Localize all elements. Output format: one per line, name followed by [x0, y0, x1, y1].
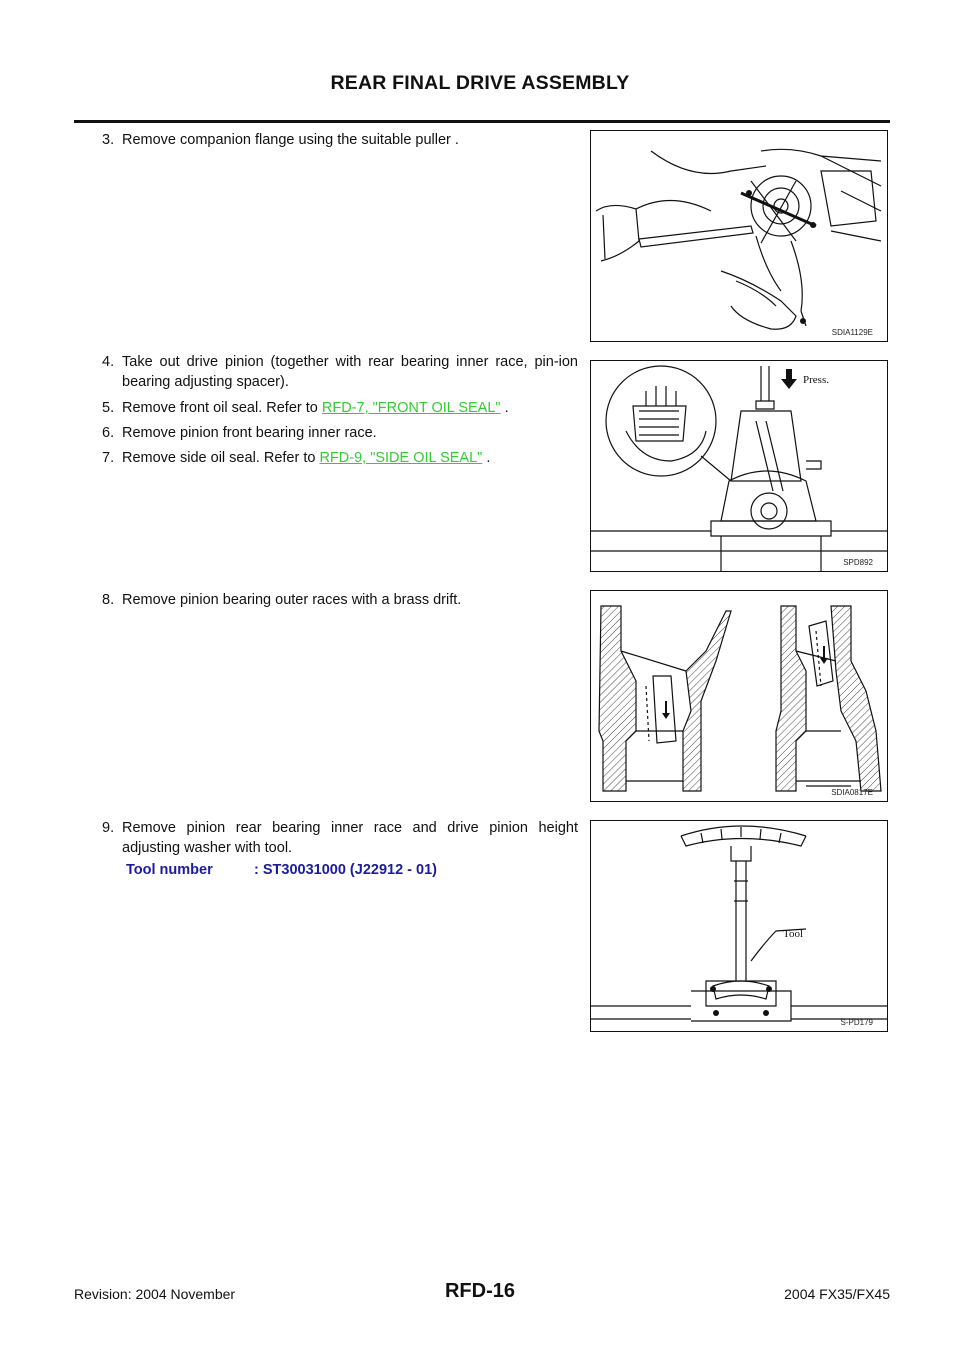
figure-companion-flange-puller	[590, 130, 888, 342]
tool-number-line	[126, 862, 437, 878]
step-6	[102, 423, 578, 443]
tool-callout: Tool	[783, 928, 804, 940]
puller-illustration	[591, 131, 888, 342]
figure-code: SPD892	[843, 558, 873, 567]
step-number: 9.	[102, 820, 115, 836]
step-text: Remove side oil seal. Refer to	[122, 450, 320, 466]
step-5: 5. Remove front oil seal. Refer to RFD-7, "FRONT OIL SEAL" .	[102, 400, 509, 416]
step-number: 8.	[102, 592, 115, 608]
cross-section-illustration	[591, 591, 888, 802]
header-rule	[74, 120, 890, 123]
step-3	[102, 130, 578, 150]
figure-rear-bearing-tool	[590, 820, 888, 1032]
step-4	[102, 352, 578, 392]
step-text: Remove pinion bearing outer races with a brass drift.	[122, 592, 462, 608]
step-number: 7.	[102, 450, 115, 466]
step-text: Remove pinion rear bearing inner race and drive pinion height adjusting washer with tool.	[122, 820, 578, 856]
tool-press-illustration	[591, 821, 888, 1032]
step-number: 4.	[102, 354, 115, 370]
figure-outer-races-brass-drift	[590, 590, 888, 802]
figure-drive-pinion-press	[590, 360, 888, 572]
press-illustration	[591, 361, 888, 572]
figure-code: SDIA1129E	[831, 328, 873, 337]
step-text: Remove companion flange using the suitable puller .	[122, 132, 459, 148]
step-text: Take out drive pinion (together with rear bearing inner race, pin-ion bearing adjusting spacer).	[122, 354, 578, 390]
footer-revision: Revision: 2004 November	[74, 1286, 236, 1302]
step-7: 7. Remove side oil seal. Refer to RFD-9, "SIDE OIL SEAL" .	[102, 450, 491, 466]
tool-number-value: : ST30031000 (J22912 - 01)	[254, 862, 437, 878]
step-number: 3.	[102, 132, 115, 148]
footer-model: 2004 FX35/FX45	[784, 1286, 890, 1302]
step-number: 5.	[102, 400, 115, 416]
step-9	[102, 818, 578, 858]
press-callout: Press.	[803, 374, 829, 386]
footer-page-number: RFD-16	[444, 1280, 515, 1302]
step-text: Remove front oil seal. Refer to	[122, 400, 322, 416]
figure-code: SDIA0817E	[831, 788, 873, 797]
step-8	[102, 590, 578, 610]
xref-link-front-oil-seal[interactable]: RFD-7, "FRONT OIL SEAL"	[321, 400, 501, 416]
step-number: 6.	[102, 425, 115, 441]
xref-link-side-oil-seal[interactable]: RFD-9, "SIDE OIL SEAL"	[319, 450, 483, 466]
page-title: REAR FINAL DRIVE ASSEMBLY	[330, 72, 630, 94]
tool-number-label: Tool number	[126, 862, 213, 878]
figure-code: S-PD179	[840, 1018, 873, 1027]
step-text: Remove pinion front bearing inner race.	[122, 425, 377, 441]
